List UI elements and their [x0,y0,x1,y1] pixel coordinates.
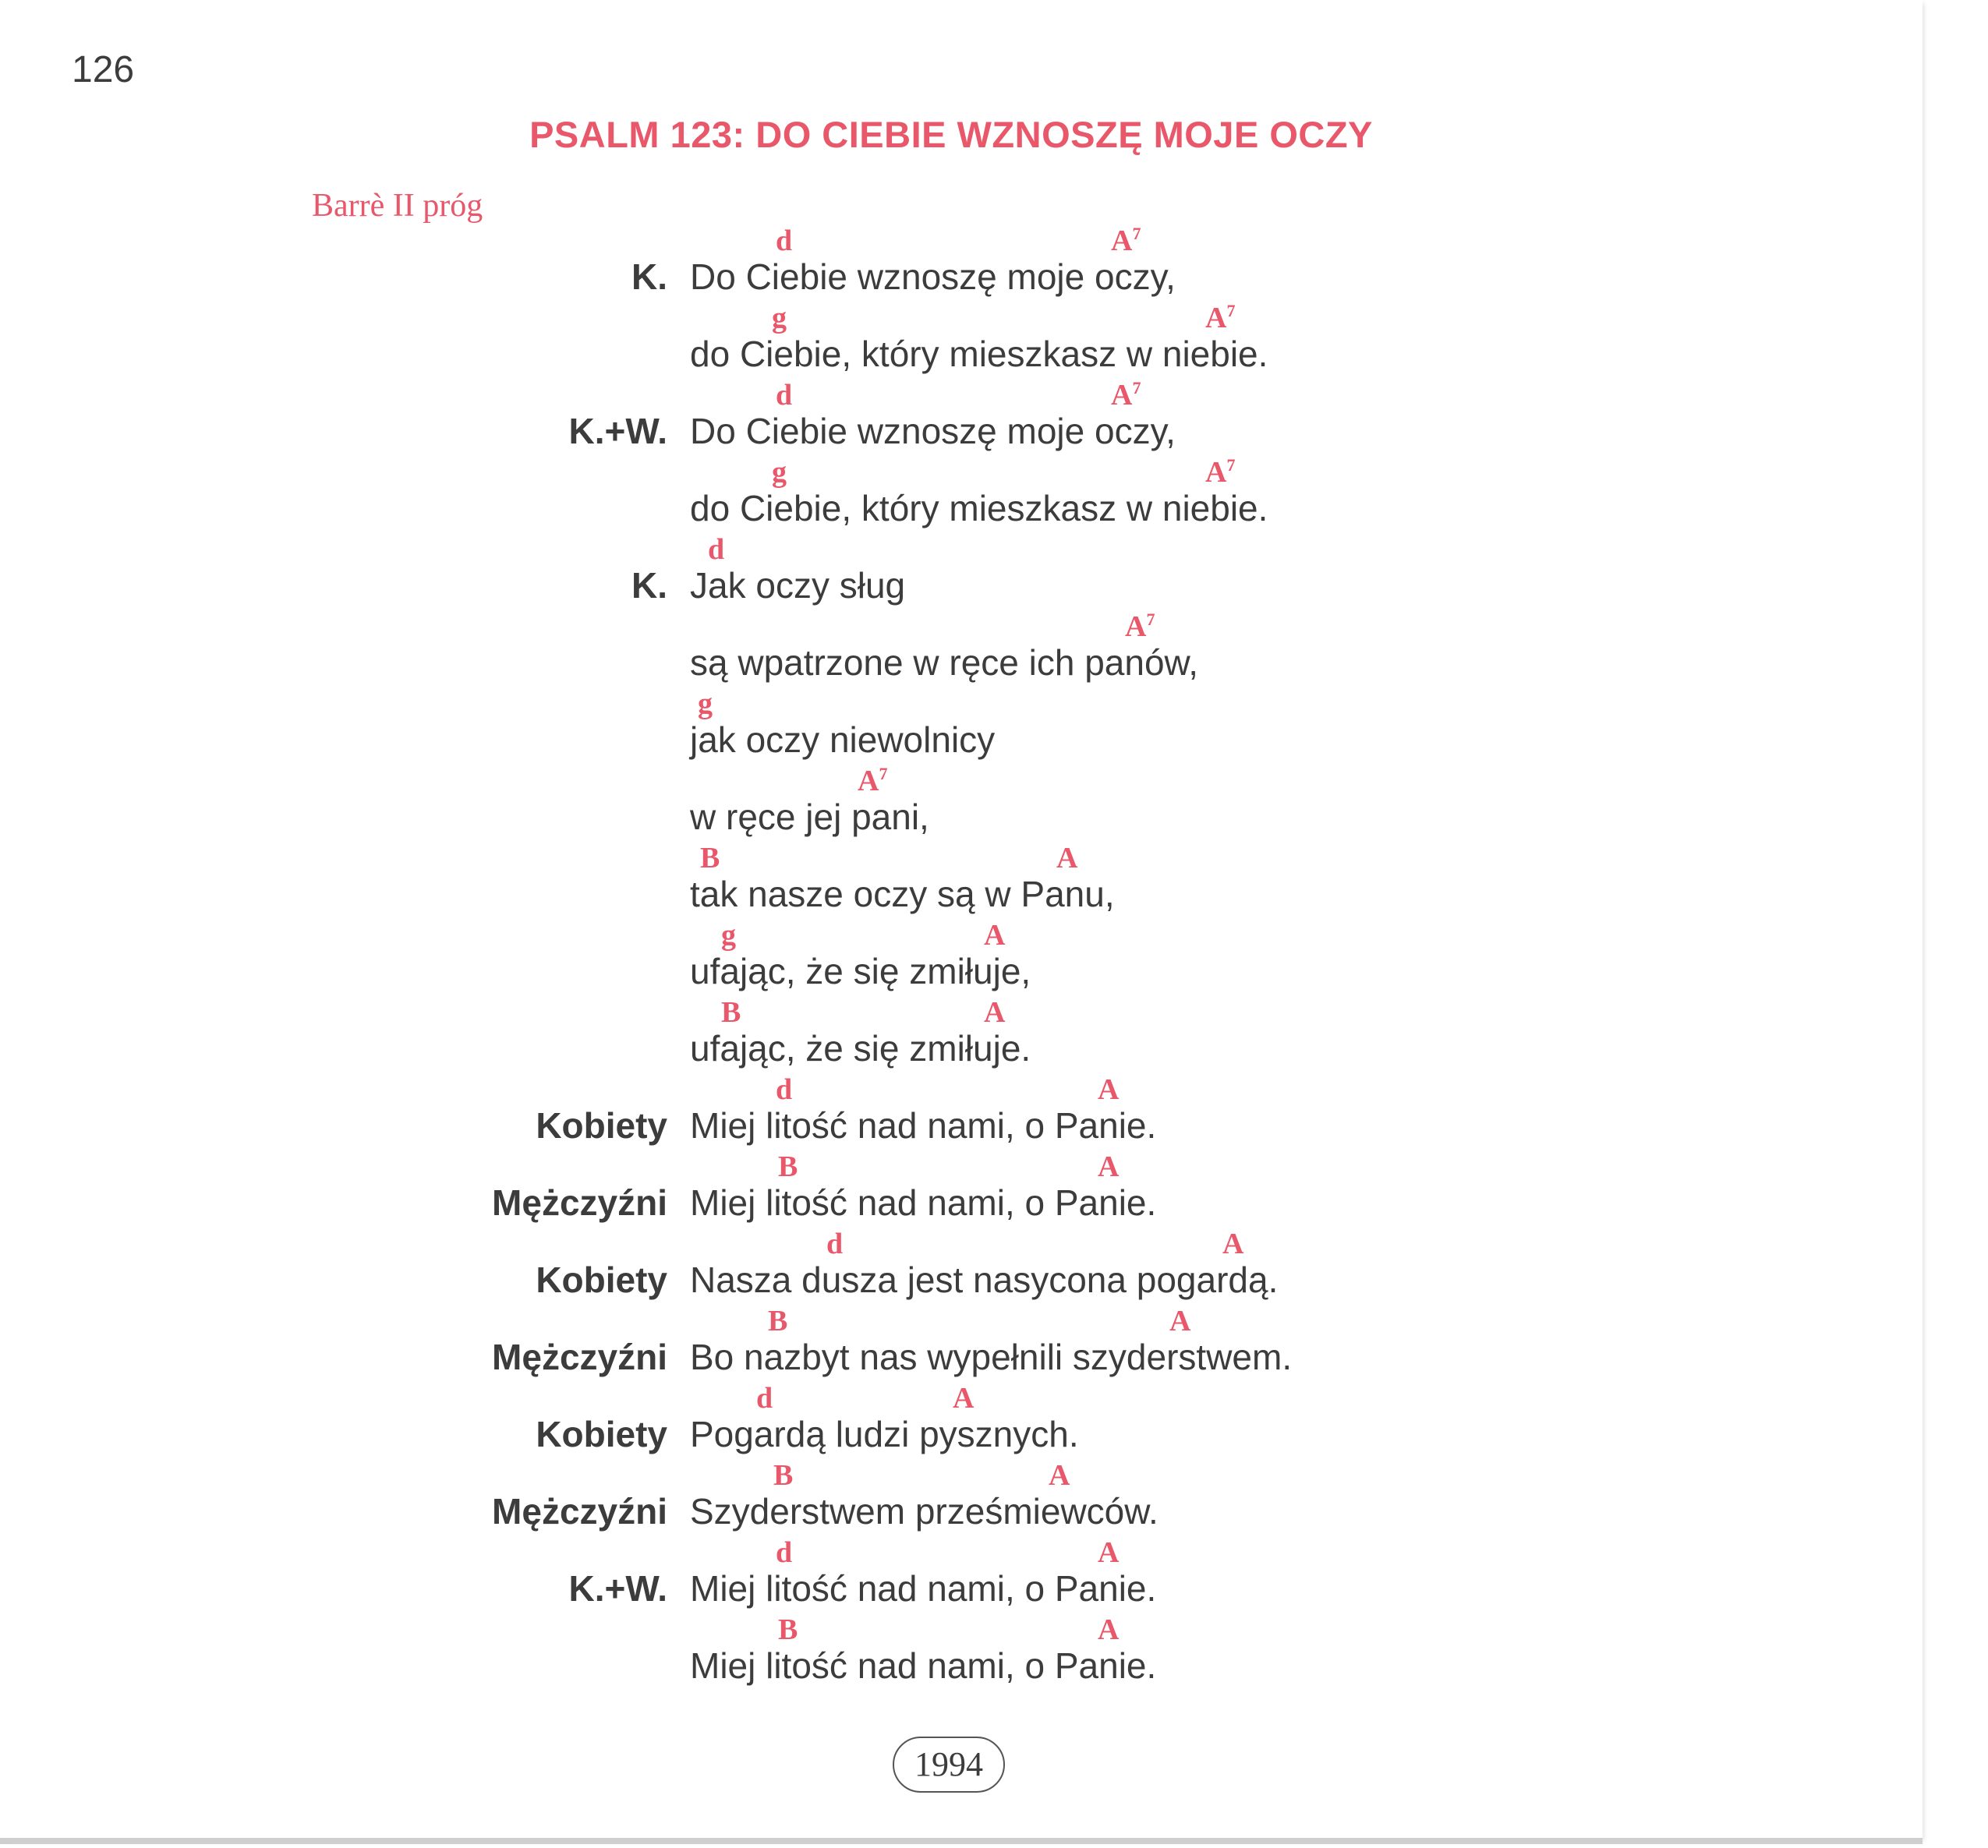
chord: A [1098,1536,1120,1569]
chord: B [778,1150,798,1183]
lyric-line [0,834,1923,912]
chord: A [1222,1228,1244,1260]
chord: B [773,1459,794,1492]
chord: d [708,533,725,566]
lyric-line [0,911,1923,989]
speaker-label: Mężczyźni [492,1337,667,1377]
lyric-line [0,1451,1923,1532]
chord: A [1169,1305,1191,1337]
chord: A [1098,1073,1120,1106]
lyric-text: Pogardą ludzi pysznych. [690,1414,1079,1454]
speaker-label: K.+W. [568,1568,667,1609]
lyric-line [0,1606,1923,1684]
barre-note: Barrè II próg [312,188,483,224]
lyric-text: Do Ciebie wznoszę moje oczy, [690,411,1176,451]
lyric-line [0,602,1923,683]
chord: d [776,379,793,412]
chord: g [772,302,787,334]
lyric-text: Miej litość nad nami, o Panie. [690,1645,1157,1686]
chord: $A^7$ [1111,378,1141,412]
chord: $A^7$ [1205,301,1236,334]
chord: A [984,919,1006,952]
lyric-text: Szyderstwem prześmiewców. [690,1491,1158,1532]
chord: g [698,687,713,720]
lyric-line [0,988,1923,1069]
chord: B [721,996,741,1029]
lyric-line [0,448,1923,526]
lyric-text: ufając, że się zmiłuje, [690,951,1031,991]
speaker-label: K.+W. [568,411,667,451]
chord: g [772,456,787,489]
lyric-text: tak nasze oczy są w Panu, [690,874,1115,914]
chord: d [756,1382,773,1415]
speaker-label: K. [631,256,667,297]
lyric-text: do Ciebie, który mieszkasz w niebie. [690,488,1268,528]
lyric-text: Do Ciebie wznoszę moje oczy, [690,256,1176,297]
chord: A [1056,842,1078,875]
speaker-label: Mężczyźni [492,1182,667,1223]
lyric-text: Miej litość nad nami, o Panie. [690,1182,1157,1223]
chord: B [778,1613,798,1646]
chord: B [768,1305,788,1337]
chord: $A^7$ [1205,455,1236,489]
chord: A [953,1382,975,1415]
speaker-label: K. [631,565,667,606]
lyric-text: Miej litość nad nami, o Panie. [690,1568,1157,1609]
chord: B [700,842,720,875]
chord: $A^7$ [1111,224,1141,257]
speaker-label: Kobiety [536,1260,667,1300]
chord: $A^7$ [858,764,888,797]
speaker-label: Kobiety [536,1105,667,1146]
lyric-text: Nasza dusza jest nasycona pogardą. [690,1260,1279,1300]
chord: A [1098,1150,1120,1183]
chord: A [1049,1459,1070,1492]
lyric-text: Jak oczy sług [690,565,906,606]
chord: d [826,1228,844,1260]
chord: A [984,996,1006,1029]
lyric-text: ufając, że się zmiłuje. [690,1028,1031,1069]
page-number: 126 [72,49,135,90]
lyric-line [0,1143,1923,1221]
lyric-line [0,371,1923,449]
lyric-line [0,217,1923,295]
chord: d [776,1536,793,1569]
chord: g [721,919,736,952]
lyric-text: Bo nazbyt nas wypełnili szyderstwem. [690,1337,1293,1377]
lyric-line [0,1528,1923,1609]
lyric-text: są wpatrzone w ręce ich panów, [690,642,1199,683]
lyric-line [0,525,1923,606]
year-badge: 1994 [893,1737,1005,1793]
lyric-line [0,680,1923,758]
song-title: PSALM 123: DO CIEBIE WZNOSZĘ MOJE OCZY [529,114,1373,155]
lyric-line [0,294,1923,372]
lyric-line [0,1374,1923,1452]
lyric-text: jak oczy niewolnicy [690,719,996,760]
lyric-text: do Ciebie, który mieszkasz w niebie. [690,334,1268,374]
lyric-line [0,1220,1923,1298]
lyric-line [0,1297,1923,1375]
lyric-line [0,1065,1923,1146]
lyric-line [0,757,1923,835]
chord: $A^7$ [1125,610,1155,643]
chord: d [776,224,793,257]
chord: A [1098,1613,1120,1646]
speaker-label: Mężczyźni [492,1491,667,1532]
speaker-label: Kobiety [536,1414,667,1454]
lyric-text: Miej litość nad nami, o Panie. [690,1105,1157,1146]
chord: d [776,1073,793,1106]
lyric-text: w ręce jej pani, [690,797,929,837]
